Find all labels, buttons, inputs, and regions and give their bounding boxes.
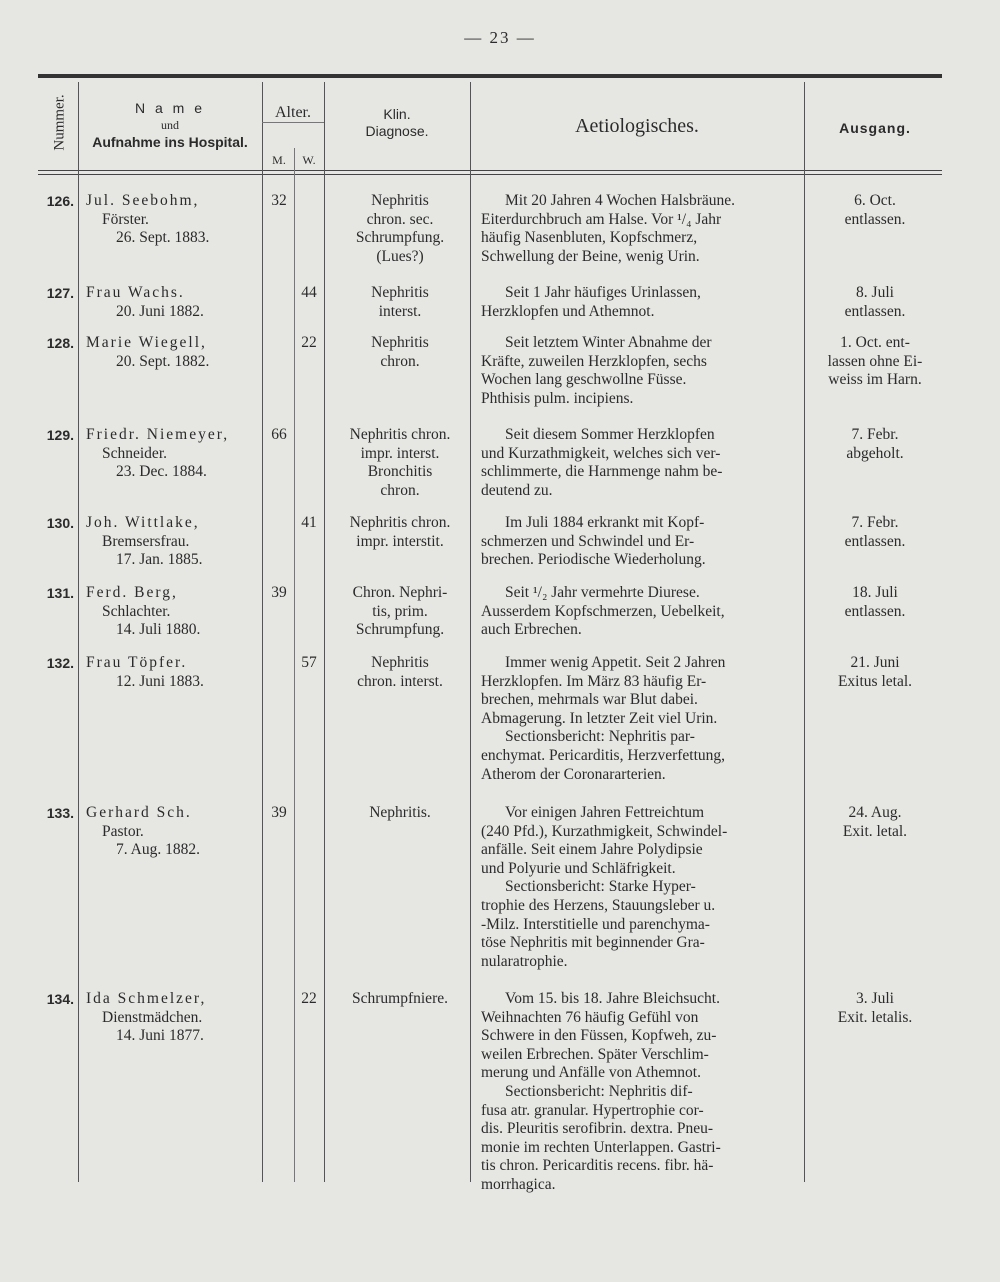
patient-name-line: Marie Wiegell, — [86, 334, 207, 351]
header-alter: Alter. — [275, 104, 311, 121]
aetiology-line: tis chron. Pericarditis recens. fibr. hä- — [481, 1157, 714, 1175]
aetiology-line: Sectionsbericht: Nephritis dif- — [505, 1082, 693, 1100]
clinical-diagnosis-line: Nephritis. — [369, 804, 431, 821]
patient-name-line: Förster. — [102, 210, 149, 228]
patient-name-line: Frau Töpfer. — [86, 654, 188, 671]
outcome-line: Exit. letal. — [842, 822, 908, 840]
aetiology-line: Ausserdem Kopfschmerzen, Uebelkeit, — [481, 602, 725, 620]
patient-name — [86, 654, 262, 691]
patient-name — [86, 514, 262, 570]
clinical-diagnosis-line: Chron. Nephri- — [352, 584, 448, 601]
age-female: 22 — [301, 334, 317, 351]
header-ausgang: Ausgang. — [839, 120, 911, 136]
outcome — [806, 654, 944, 691]
column-divider — [804, 82, 805, 1182]
aetiology — [481, 426, 799, 500]
aetiology-line: Sectionsbericht: Nephritis par- — [505, 728, 695, 746]
clinical-diagnosis-line: chron. — [380, 352, 420, 370]
clinical-diagnosis — [330, 426, 470, 500]
outcome-line: 1. Oct. ent- — [840, 334, 910, 351]
header-klin: Klin. — [383, 106, 411, 122]
outcome — [806, 284, 944, 321]
page-number: — 23 — — [464, 28, 536, 47]
header-nummer: Nummer. — [51, 94, 68, 151]
aetiology-line: Seit ¹/₂ Jahr vermehrte Diurese. — [505, 584, 700, 601]
aetiology-line: auch Erbrechen. — [481, 621, 582, 639]
row-number: 133. — [46, 805, 74, 821]
header-aetiologisches: Aetiologisches. — [575, 115, 699, 137]
row-number: 129. — [46, 427, 74, 443]
aetiology — [481, 514, 799, 570]
aetiology-line: Seit letztem Winter Abnahme der — [505, 334, 712, 351]
clinical-diagnosis-line: Nephritis — [371, 334, 429, 351]
aetiology-line: Schwere in den Füssen, Kopfweh, zu- — [481, 1027, 717, 1045]
outcome — [806, 514, 944, 551]
clinical-diagnosis-line: Nephritis — [371, 192, 429, 209]
patient-name-line: Ida Schmelzer, — [86, 990, 207, 1007]
aetiology-line: Kräfte, zuweilen Herzklopfen, sechs — [481, 352, 707, 370]
row-number: 130. — [46, 515, 74, 531]
clinical-diagnosis — [330, 990, 470, 1009]
header-name-title: N a m e — [134, 100, 205, 116]
patient-name-line: Dienstmädchen. — [102, 1008, 203, 1026]
patient-name-line: Schneider. — [102, 444, 167, 462]
patient-name-line: 17. Jan. 1885. — [116, 551, 203, 569]
patient-name-line: 12. Juni 1883. — [116, 672, 204, 690]
clinical-diagnosis-line: chron. interst. — [357, 672, 443, 690]
aetiology-line: deutend zu. — [481, 481, 553, 499]
patient-name-line: 20. Juni 1882. — [116, 302, 204, 320]
aetiology-line: Vor einigen Jahren Fettreichtum — [505, 804, 705, 821]
clinical-diagnosis-line: chron. — [380, 481, 420, 499]
outcome — [806, 426, 944, 463]
age-male: 39 — [271, 804, 287, 821]
clinical-diagnosis-line: tis, prim. — [372, 602, 428, 620]
header-name-und: und — [161, 118, 179, 132]
outcome-line: weiss im Harn. — [828, 371, 922, 389]
row-number: 134. — [46, 991, 74, 1007]
aetiology — [481, 990, 799, 1195]
patient-name-line: Jul. Seebohm, — [86, 192, 200, 209]
aetiology-line: -Milz. Interstitielle und parenchyma- — [481, 915, 710, 933]
patient-name-line: Ferd. Berg, — [86, 584, 178, 601]
patient-name-line: 26. Sept. 1883. — [116, 229, 210, 247]
clinical-diagnosis — [330, 514, 470, 551]
clinical-diagnosis-line: Nephritis chron. — [349, 426, 451, 443]
row-number: 131. — [46, 585, 74, 601]
aetiology-line: Wochen lang geschwollne Füsse. — [481, 371, 687, 389]
aetiology-line: schmerzen und Schwindel und Er- — [481, 532, 695, 550]
outcome-line: 3. Juli — [856, 990, 894, 1007]
clinical-diagnosis — [330, 654, 470, 691]
outcome-line: 6. Oct. — [854, 192, 896, 209]
column-divider — [78, 82, 79, 1182]
header-rule-2 — [38, 174, 942, 175]
aetiology-line: häufig Nasenbluten, Kopfschmerz, — [481, 229, 698, 247]
clinical-diagnosis-line: Nephritis — [371, 284, 429, 301]
patient-name — [86, 334, 262, 371]
clinical-diagnosis-line: Nephritis — [371, 654, 429, 671]
patient-name-line: Schlachter. — [102, 602, 171, 620]
age-female: 44 — [301, 284, 317, 301]
outcome-line: abgeholt. — [846, 444, 904, 462]
outcome — [806, 334, 944, 390]
aetiology-line: enchymat. Pericarditis, Herzverfettung, — [481, 746, 726, 764]
aetiology-line: Sectionsbericht: Starke Hyper- — [505, 878, 696, 896]
clinical-diagnosis — [330, 284, 470, 321]
patient-name — [86, 284, 262, 321]
aetiology-line: morrhagica. — [481, 1175, 556, 1193]
outcome — [806, 990, 944, 1027]
clinical-diagnosis — [330, 334, 470, 371]
aetiology-line: anfälle. Seit einem Jahre Polydipsie — [481, 841, 703, 859]
aetiology-line: brechen. Periodische Wiederholung. — [481, 551, 706, 569]
outcome-line: Exit. letalis. — [837, 1008, 913, 1026]
column-divider — [262, 82, 263, 1182]
age-female: 41 — [301, 514, 317, 531]
outcome — [806, 584, 944, 621]
column-divider — [470, 82, 471, 1182]
aetiology-line: töse Nephritis mit beginnender Gra- — [481, 934, 705, 952]
outcome-line: lassen ohne Ei- — [827, 352, 923, 370]
aetiology — [481, 284, 799, 321]
aetiology-line: nularatrophie. — [481, 952, 568, 970]
clinical-diagnosis — [330, 192, 470, 266]
aetiology-line: Herzklopfen und Athemnot. — [481, 302, 655, 320]
aetiology-line: dis. Pleuritis serofibrin. dextra. Pneu- — [481, 1120, 714, 1138]
outcome — [806, 192, 944, 229]
aetiology-line: Immer wenig Appetit. Seit 2 Jahren — [505, 654, 726, 671]
column-divider — [324, 82, 325, 1182]
patient-name — [86, 192, 262, 248]
patient-name — [86, 426, 262, 482]
row-number: 132. — [46, 655, 74, 671]
header-alter-m: M. — [272, 153, 286, 167]
clinical-diagnosis-line: impr. interst. — [360, 444, 440, 462]
aetiology — [481, 334, 799, 408]
aetiology-line: monie im rechten Unterlappen. Gastri- — [481, 1138, 721, 1156]
age-female: 57 — [301, 654, 317, 671]
patient-name — [86, 584, 262, 640]
row-number: 127. — [46, 285, 74, 301]
aetiology-line: Im Juli 1884 erkrankt mit Kopf- — [505, 514, 705, 531]
clinical-diagnosis — [330, 804, 470, 823]
clinical-diagnosis-line: Bronchitis — [367, 463, 433, 481]
aetiology — [481, 584, 799, 640]
patient-name-line: 20. Sept. 1882. — [116, 352, 210, 370]
aetiology-line: Atherom der Coronararterien. — [481, 765, 666, 783]
aetiology-line: Mit 20 Jahren 4 Wochen Halsbräune. — [505, 192, 736, 209]
outcome-line: 7. Febr. — [851, 514, 899, 531]
clinical-diagnosis-line: Nephritis chron. — [349, 514, 451, 531]
outcome-line: 18. Juli — [852, 584, 898, 601]
patient-name-line: 14. Juni 1877. — [116, 1027, 204, 1045]
patient-name-line: 14. Juli 1880. — [116, 621, 201, 639]
outcome-line: entlassen. — [844, 602, 906, 620]
aetiology-line: Seit 1 Jahr häufiges Urinlassen, — [505, 284, 701, 301]
aetiology-line: Seit diesem Sommer Herzklopfen — [505, 426, 715, 443]
aetiology-line: (240 Pfd.), Kurzathmigkeit, Schwindel- — [481, 822, 728, 840]
patient-name-line: Friedr. Niemeyer, — [86, 426, 230, 443]
outcome-line: entlassen. — [844, 532, 906, 550]
patient-name-line: 7. Aug. 1882. — [116, 841, 200, 859]
clinical-diagnosis-line: (Lues?) — [376, 247, 424, 265]
aetiology-line: und Kurzathmigkeit, welches sich ver- — [481, 444, 721, 462]
patient-name-line: Gerhard Sch. — [86, 804, 192, 821]
aetiology-line: und Polyurie und Schläfrigkeit. — [481, 859, 676, 877]
age-female: 22 — [301, 990, 317, 1007]
aetiology-line: Abmagerung. In letzter Zeit viel Urin. — [481, 709, 718, 727]
clinical-diagnosis-line: Schrumpfniere. — [352, 990, 448, 1007]
patient-name-line: Joh. Wittlake, — [86, 514, 200, 531]
outcome-line: 24. Aug. — [848, 804, 902, 821]
outcome-line: 8. Juli — [856, 284, 894, 301]
patient-name — [86, 990, 262, 1046]
outcome-line: entlassen. — [844, 210, 906, 228]
clinical-diagnosis-line: impr. interstit. — [356, 532, 444, 550]
row-number: 126. — [46, 193, 74, 209]
aetiology-line: schlimmerte, die Harnmenge nahm be- — [481, 463, 723, 481]
clinical-diagnosis — [330, 584, 470, 640]
aetiology-line: Weihnachten 76 häufig Gefühl von — [481, 1008, 699, 1026]
clinical-diagnosis-line: interst. — [378, 302, 422, 320]
row-number: 128. — [46, 335, 74, 351]
header-rule — [38, 170, 942, 171]
aetiology-line: weilen Erbrechen. Später Verschlim- — [481, 1045, 709, 1063]
aetiology — [481, 654, 799, 784]
age-male: 39 — [271, 584, 287, 601]
header-name — [78, 100, 262, 151]
header-diagnose-label: Diagnose. — [365, 123, 429, 139]
patient-name-line: 23. Dec. 1884. — [116, 463, 207, 481]
aetiology-line: Schwellung der Beine, wenig Urin. — [481, 247, 700, 265]
age-male: 32 — [271, 192, 287, 209]
outcome-line: 7. Febr. — [851, 426, 899, 443]
outcome-line: Exitus letal. — [837, 672, 913, 690]
aetiology — [481, 804, 799, 971]
patient-name-line: Pastor. — [102, 822, 144, 840]
aetiology-line: trophie des Herzens, Stauungsleber u. — [481, 896, 716, 914]
patient-name-line: Frau Wachs. — [86, 284, 185, 301]
header-name-aufnahme: Aufnahme ins Hospital. — [92, 134, 248, 150]
patient-name-line: Bremsersfrau. — [102, 532, 190, 550]
patient-name — [86, 804, 262, 860]
aetiology-line: merung und Anfälle von Athemnot. — [481, 1064, 701, 1082]
outcome-line: 21. Juni — [850, 654, 900, 671]
clinical-diagnosis-line: chron. sec. — [366, 210, 434, 228]
aetiology-line: Herzklopfen. Im März 83 häufig Er- — [481, 672, 707, 690]
outcome-line: entlassen. — [844, 302, 906, 320]
aetiology-line: fusa atr. granular. Hypertrophie cor- — [481, 1101, 704, 1119]
top-rule — [38, 74, 942, 78]
age-male: 66 — [271, 426, 287, 443]
clinical-diagnosis-line: Schrumpfung. — [355, 229, 445, 247]
aetiology-line: brechen, mehrmals war Blut dabei. — [481, 691, 698, 709]
header-alter-w: W. — [302, 153, 316, 167]
aetiology-line: Eiterdurchbruch am Halse. Vor ¹/₄ Jahr — [481, 210, 722, 228]
header-diagnose — [324, 106, 470, 140]
clinical-diagnosis-line: Schrumpfung. — [355, 621, 445, 639]
aetiology-line: Vom 15. bis 18. Jahre Bleichsucht. — [505, 990, 720, 1007]
aetiology-line: Phthisis pulm. incipiens. — [481, 389, 634, 407]
outcome — [806, 804, 944, 841]
aetiology — [481, 192, 799, 266]
age-header-rule — [262, 122, 324, 123]
